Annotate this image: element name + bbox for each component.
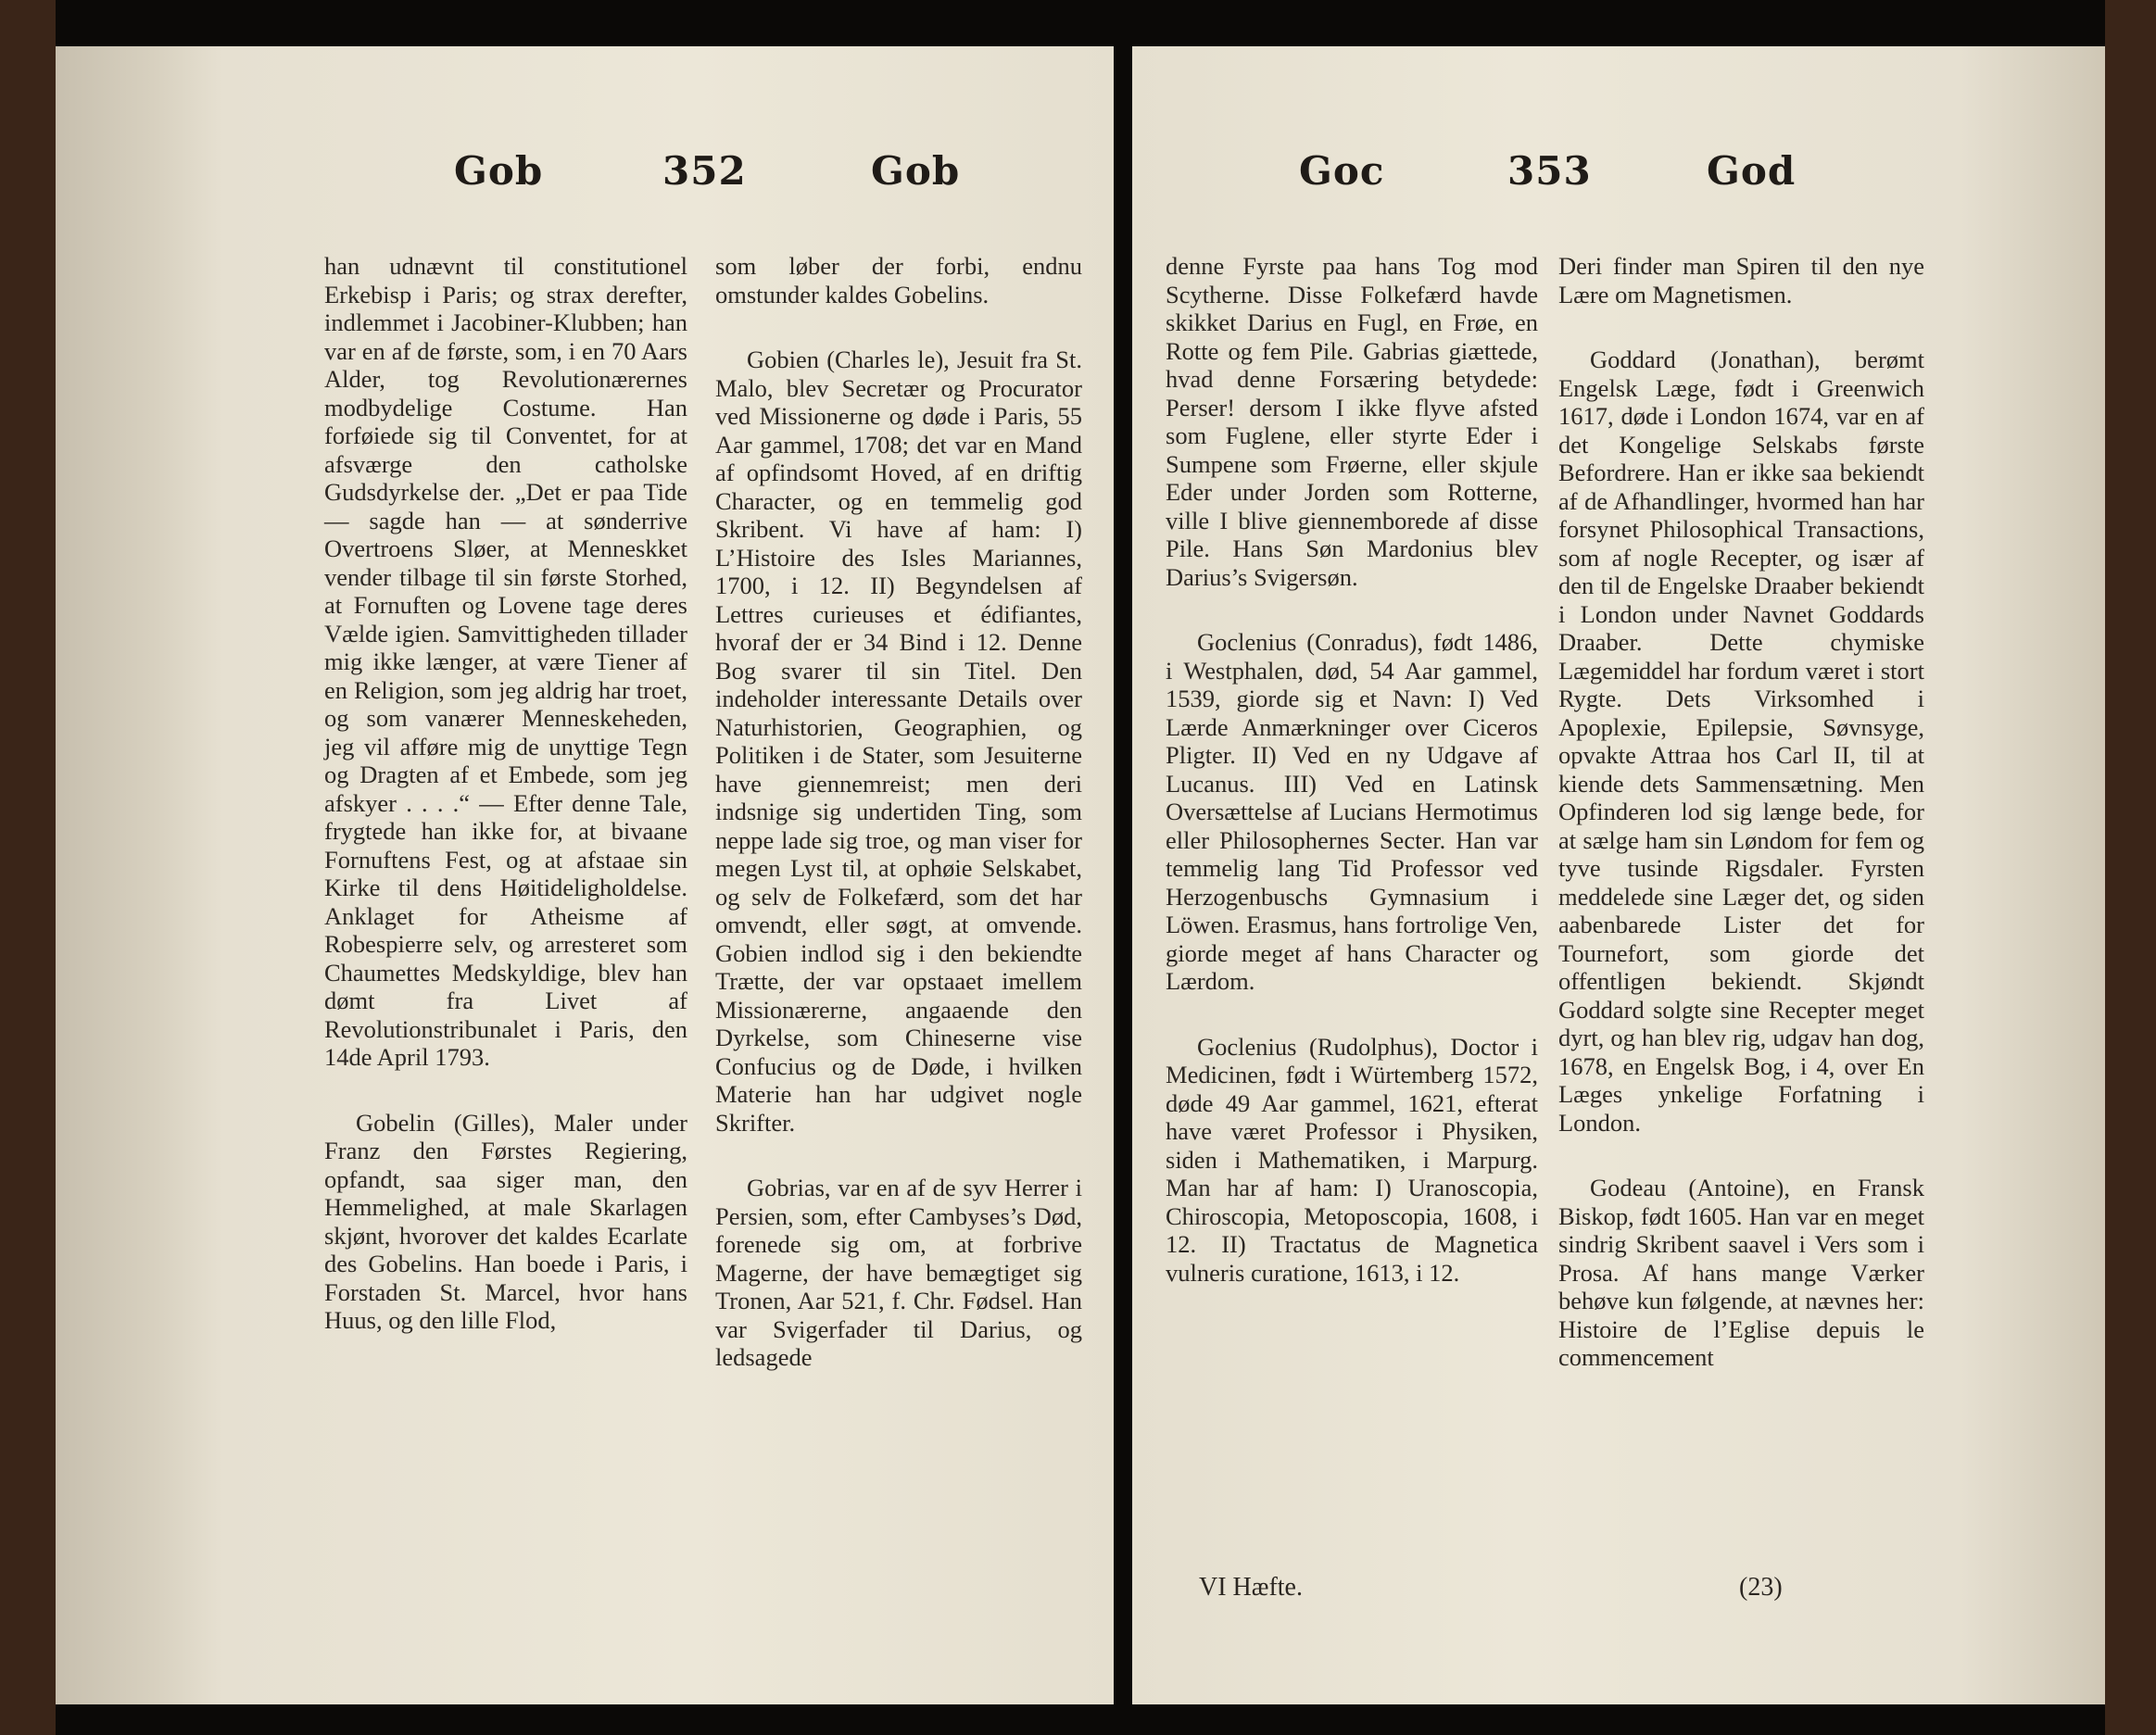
entry-goclenius-conradus: Goclenius (Conradus), født 1486, i Westphalen, død, 54 Aar gammel, 1539, giorde sig et Navn: I) Ved Lærde Anmærkninger over Ciceros Pligter. II) Ved en ny Udgave af Lucanus. III) Ved en Latinsk Oversættelse af Lucians Hermotimus eller Philosophernes Secter. Han var temmelig lang Tid Professor ved Herzogenbuschs Gymnasium i Löwen. Erasmus, hans fortrolige Ven, giorde meget af hans Character og Lærdom. [1166, 628, 1538, 995]
paragraph: som løber der forbi, endnu omstunder kaldes Gobelins. [715, 252, 1082, 308]
right-cover-edge [2105, 0, 2156, 1735]
signature-mark: VI Hæfte. [1199, 1573, 1303, 1602]
paragraph: denne Fyrste paa hans Tog mod Scytherne. Disse Folkefærd havde skikket Darius en Fugl, en Frøe, en Rotte og fem Pile. Gabrias giættede, hvad denne Forsæring betydede: Perser! dersom I ikke flyve afsted som Fuglene, eller styrte Eder i Sumpene som Frøerne, eller skjule Eder under Jorden som Rotterne, ville I blive giennemborede af disse Pile. Hans Søn Mardonius blev Darius’s Svigersøn. [1166, 252, 1538, 591]
right-column-2 [1558, 252, 1924, 1409]
right-header-word: Goc [1299, 148, 1385, 194]
right-header-word-right: God [1707, 148, 1797, 194]
paragraph: Deri finder man Spiren til den nye Lære om Magnetismen. [1558, 252, 1924, 308]
gathering-number: (23) [1739, 1573, 1783, 1602]
entry-gobrias: Gobrias, var en af de syv Herrer i Persien, som, efter Cambyses’s Død, forenede sig om, at forbrive Magerne, der have bemægtiget sig Tronen, Aar 521, f. Chr. Fødsel. Han var Svigerfader til Darius, og ledsagede [715, 1174, 1082, 1371]
right-column-1 [1166, 252, 1538, 1324]
left-cover-edge [0, 0, 56, 1735]
gutter [1114, 0, 1132, 1735]
left-page [56, 46, 1114, 1704]
entry-gobien: Gobien (Charles le), Jesuit fra St. Malo, blev Secretær og Procurator ved Missionerne og døde i Paris, 55 Aar gammel, 1708; det var en Mand af opfindsomt Hoved, af en driftig Character, og en temmelig god Skribent. Vi have af ham: I) L’Histoire des Isles Mariannes, 1700, i 12. II) Begyndelsen af Lettres curieuses et édifiantes, hvoraf der er 34 Bind i 12. Denne Bog svarer til sin Titel. Den indeholder interessante Details over Naturhistorien, Geographien, og Politiken i de Stater, som Jesuiterne have giennemreist; men deri indsnige sig undertiden Ting, som neppe lade sig troe, og man viser for megen Lyst til, at ophøie Selskabet, og selv de Folkefærd, som det har omvendt, eller søgt, at omvende. Gobien indlod sig i den bekiendte Trætte, der var opstaaet imellem Missionærerne, angaaende den Dyrkelse, som Chineserne vise Confucius og de Døde, i hvilken Materie han har udgivet nogle Skrifter. [715, 346, 1082, 1137]
entry-godeau: Godeau (Antoine), en Fransk Biskop, født 1605. Han var en meget sindrig Skribent saavel i Vers som i Prosa. Af hans mange Værker behøve kun følgende, at nævnes her: Histoire de l’Eglise depuis le commencement [1558, 1174, 1924, 1371]
right-page [1132, 46, 2105, 1704]
left-page-number: 352 [662, 148, 747, 194]
paragraph: han udnævnt til constitutionel Erkebisp i Paris; og strax derefter, indlemmet i Jacobiner-Klubben; han var en af de første, som, i en 70 Aars Alder, tog Revolutionærernes modbydelige Costume. Han forføiede sig til Conventet, for at afsværge den catholske Gudsdyrkelse der. „Det er paa Tide — sagde han — at sønderrive Overtroens Sløer, at Menneskket vender tilbage til sin første Storhed, at Fornuften og Lovene tage deres Vælde igien. Samvittigheden tillader mig ikke længer, at være Tiener af en Religion, som jeg aldrig har troet, og som vanærer Menneskeheden, jeg vil afføre mig de unyttige Tegn og Dragten af et Embede, som jeg afskyer . . . .“ — Efter denne Tale, frygtede han ikke for, at bivaane Fornuftens Fest, og at afstaae sin Kirke til dens Høitideligholdelse. Anklaget for Atheisme af Robespierre selv, og arresteret som Chaumettes Medskyldige, blev han dømt fra Livet af Revolutionstribunalet i Paris, den 14de April 1793. [324, 252, 687, 1071]
entry-gobelin: Gobelin (Gilles), Maler under Franz den Førstes Regiering, opfandt, saa siger man, den Hemmelighed, at male Skarlagen skjønt, hvorover det kaldes Ecarlate des Gobelins. Han boede i Paris, i Forstaden St. Marcel, hvor hans Huus, og den lille Flod, [324, 1108, 687, 1334]
left-column-1 [324, 252, 687, 1372]
left-header-word-right: Gob [871, 148, 961, 194]
entry-goclenius-rudolphus: Goclenius (Rudolphus), Doctor i Medicinen, født i Würtemberg 1572, døde 49 Aar gammel, 1621, efterat have været Professor i Physiken, siden i Mathematiken, i Marpurg. Man har af ham: I) Uranoscopia, Chiroscopia, Metoposcopia, 1608, i 12. II) Tractatus de Magnetica vulneris curatione, 1613, i 12. [1166, 1032, 1538, 1287]
left-header-word: Gob [454, 148, 544, 194]
left-column-2 [715, 252, 1082, 1409]
entry-goddard: Goddard (Jonathan), berømt Engelsk Læge, født i Greenwich 1617, døde i London 1674, var en af det Kongelige Selskabs første Befordrere. Han er ikke saa bekiendt af de Afhandlinger, hvormed han har forsynet Philosophical Transactions, som af nogle Recepter, og især af den til de Engelske Draaber bekiendt i London under Navnet Goddards Draaber. Dette chymiske Lægemiddel har fordum været i stort Rygte. Dets Virksomhed i Apoplexie, Epilepsie, Søvnsyge, opvakte Attraa hos Carl II, til at kiende dets Sammensætning. Men Opfinderen lod sig længe bede, for at sælge ham sin Løndom for fem og tyve tusinde Rigsdaler. Fyrsten meddelede sine Læger det, og siden aabenbarede Lister det for Tournefort, som giorde det offentligen bekiendt. Skjøndt Goddard solgte sine Recepter meget dyrt, og han blev rig, udgav han dog, 1678, en Engelsk Bog, i 4, over En Læges ynkelige Forfatning i London. [1558, 346, 1924, 1137]
right-page-number: 353 [1507, 148, 1592, 194]
